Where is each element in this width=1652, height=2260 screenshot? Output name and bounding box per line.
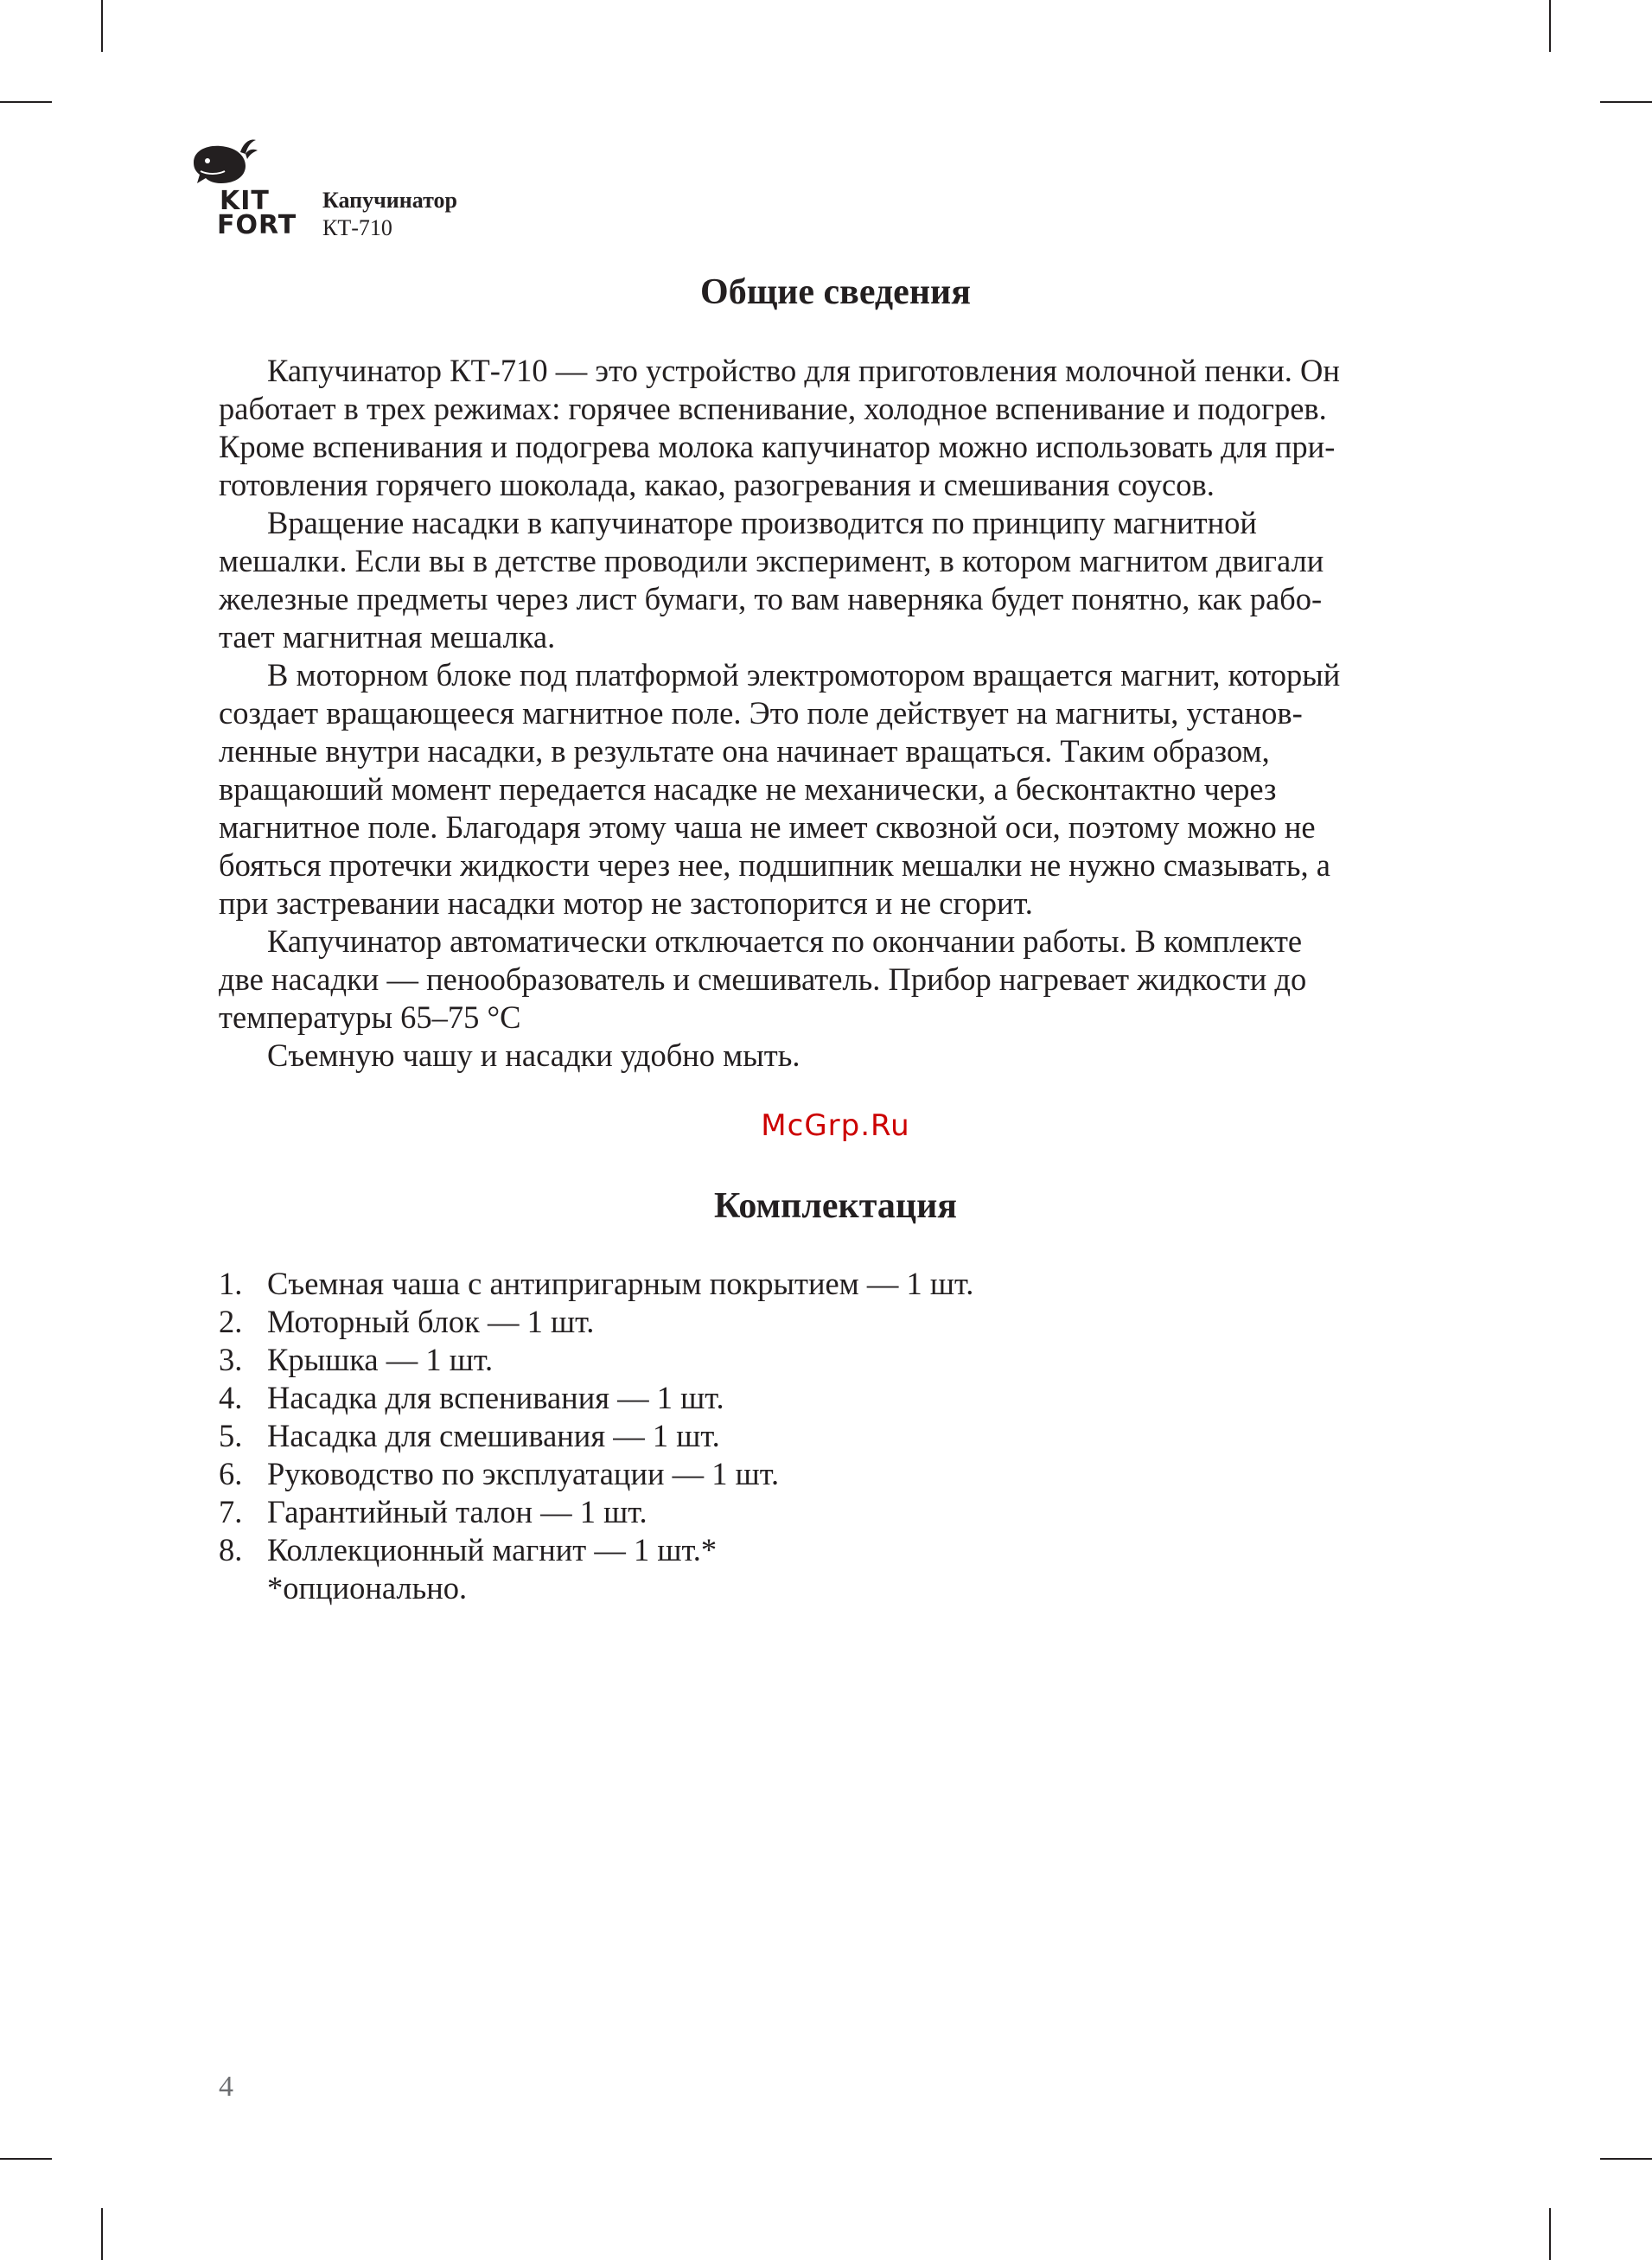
list-item-text: Моторный блок — 1 шт. [267,1304,595,1339]
logo-text-line1: KIT [220,186,270,216]
paragraph-line: работает в трех режимах: горячее вспенивание, холодное вспенивание и подогрев. [219,391,1327,426]
list-item [219,1493,1446,1531]
page-number: 4 [219,2071,233,2103]
list-item-number: 5. [219,1418,243,1453]
paragraph-line: вращаюший момент передается насадке не механически, а бесконтактно через [219,771,1277,807]
paragraph-line: Капучинатор КТ-710 — это устройство для приготовления молочной пенки. Он [267,353,1340,388]
crop-mark-top-left [101,0,103,52]
crop-mark-bottom-left [101,2208,103,2260]
list-item-number: 2. [219,1304,243,1339]
paragraph-line: бояться протечки жидкости через нее, подшипник мешалки не нужно смазывать, а [219,847,1330,883]
whale-icon [188,137,258,188]
list-item-text: Крышка — 1 шт. [267,1342,494,1377]
list-item-number: 6. [219,1456,243,1491]
paragraph-line: создает вращающееся магнитное поле. Это поле действует на магниты, установ- [219,695,1303,731]
list-item-number: 7. [219,1494,243,1529]
list-item [219,1379,1446,1417]
watermark-link[interactable]: McGrp.Ru [761,1108,910,1143]
list-item-text: Насадка для смешивания — 1 шт. [267,1418,720,1453]
contents-list [219,1265,1446,1607]
paragraph-line: готовления горячего шоколада, какао, разогревания и смешивания соусов. [219,467,1215,502]
list-item-text: Руководство по эксплуатации — 1 шт. [267,1456,780,1491]
paragraph-line: магнитное поле. Благодаря этому чаша не имеет сквозной оси, поэтому можно не [219,809,1316,845]
paragraph-line: Капучинатор автоматически отключается по окончании работы. В комплекте [267,923,1303,959]
list-item-number: 1. [219,1266,243,1301]
crop-mark-left-top [0,101,52,103]
section-title-general-info: Общие сведения [700,272,971,312]
paragraph-line: Кроме вспенивания и подогрева молока капучинатор можно использовать для при- [219,429,1336,464]
section-title-contents: Комплектация [713,1186,958,1226]
product-name: Капучинатор [322,188,457,213]
product-model: КТ-710 [322,215,392,240]
paragraph-line: две насадки — пенообразователь и смешиватель. Прибор нагревает жидкости до [219,961,1307,997]
crop-mark-bottom-right [1549,2208,1551,2260]
paragraph-line: В моторном блоке под платформой электромотором вращается магнит, который [267,657,1341,693]
crop-mark-top-right [1549,0,1551,52]
list-item-text: Коллекционный магнит — 1 шт.* [267,1532,718,1567]
list-item [219,1417,1446,1455]
list-item [219,1303,1446,1341]
list-item-number: 3. [219,1342,243,1377]
paragraph-line: ленные внутри насадки, в результате она начинает вращаться. Таким образом, [219,733,1270,769]
paragraph-line: Съемную чашу и насадки удобно мыть. [267,1037,800,1073]
kitfort-logo [188,137,301,240]
list-item [219,1455,1446,1493]
crop-mark-left-bottom [0,2158,52,2160]
list-item-text: Насадка для вспенивания — 1 шт. [267,1380,724,1415]
list-item [219,1341,1446,1379]
list-item-text: Гарантийный талон — 1 шт. [267,1494,647,1529]
crop-mark-right-bottom [1600,2158,1652,2160]
list-item-number: 4. [219,1380,243,1415]
list-item [219,1531,1446,1569]
paragraph-line: тает магнитная мешалка. [219,619,556,654]
general-info-text [219,352,1446,1075]
list-item-text: Съемная чаша с антипригарным покрытием — 1 шт. [267,1266,974,1301]
paragraph-line: железные предметы через лист бумаги, то вам наверняка будет понятно, как рабо- [219,581,1323,616]
paragraph-line: температуры 65–75 °C [219,999,521,1035]
list-item-number: 8. [219,1532,243,1567]
paragraph-line: Вращение насадки в капучинаторе производится по принципу магнитной [267,505,1257,540]
list-item [219,1265,1446,1303]
logo-text-line2: FORT [217,210,297,240]
paragraph-line: при застревании насадки мотор не застопорится и не сгорит. [219,885,1033,921]
paragraph-line: мешалки. Если вы в детстве проводили эксперимент, в котором магнитом двигали [219,543,1324,578]
footnote: *опционально. [267,1570,468,1606]
crop-mark-right-top [1600,101,1652,103]
